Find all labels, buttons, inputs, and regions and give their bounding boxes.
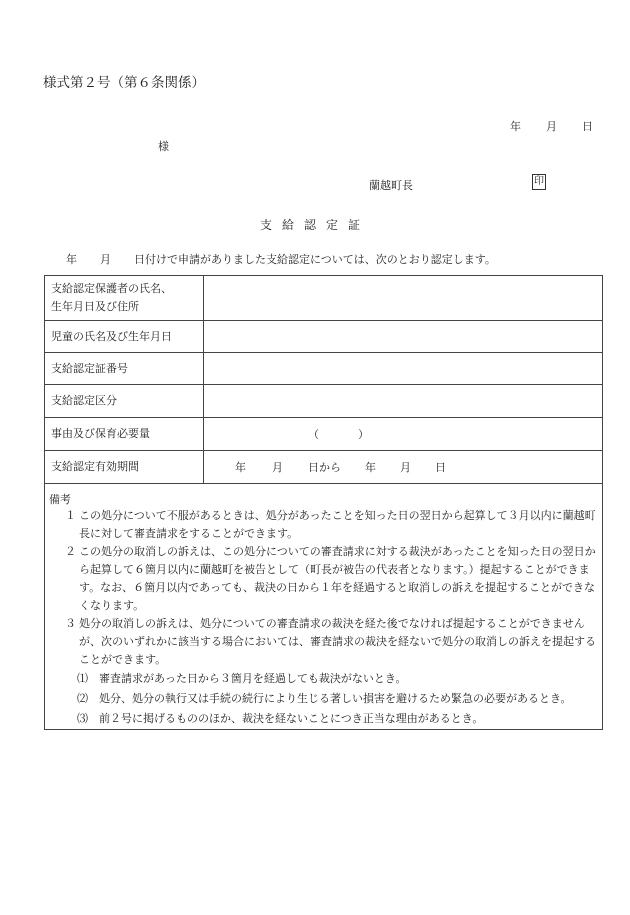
row-label-reason: 事由及び保育必要量: [45, 418, 204, 451]
sub-text: 前２号に掲げるもののほか、裁決を経ないことにつき正当な理由があるとき。: [99, 712, 484, 725]
paren-close: ）: [358, 428, 369, 441]
table-row: [45, 276, 603, 321]
notes-cell: [45, 484, 603, 730]
date-year-label: 年: [510, 120, 521, 133]
row-label-category: 支給認定区分: [45, 385, 204, 418]
seal-mark: 印: [532, 174, 546, 190]
note-text: 処分の取消しの訴えは、処分についての審査請求の裁決を経た後でなければ提起することができませんが、次のいずれかに該当する場合においては、審査請求の裁決を経ないで処分の取消しの訴えを提起することができます。: [79, 617, 596, 666]
note-text: この処分について不服があるときは、処分があったことを知った日の翌日から起算して３月以内に蘭越町長に対して審査請求をすることができます。: [79, 509, 596, 540]
label-line: 支給認定保護者の氏名、: [51, 282, 172, 295]
date-day-label: 日: [582, 120, 593, 133]
date-line: [0, 118, 630, 132]
note-text: この処分の取消しの訴えは、この処分についての審査請求に対する裁決があったことを知った日の翌日から起算して６箇月以内に蘭越町を被告として（町長が被告の代表者となります。）提起することができます。なお、６箇月以内であっても、裁決の日から１年を経過すると取消しの訴えを提起することができなくなります。: [79, 545, 596, 612]
from-month: 月: [272, 461, 283, 474]
sub-item: [49, 669, 598, 689]
sub-number: ⑵: [77, 692, 88, 705]
sub-item: [49, 709, 598, 729]
from-day: 日から: [308, 461, 341, 474]
label-line: 生年月日及び住所: [51, 300, 139, 313]
paren-open: （: [308, 428, 319, 441]
table-row: [45, 484, 603, 730]
form-number: 様式第２号（第６条関係）: [43, 75, 205, 91]
to-day: 日: [435, 461, 446, 474]
row-label-cert-number: 支給認定証番号: [45, 353, 204, 385]
note-item: [49, 507, 598, 543]
value-cell-reason: [204, 418, 603, 451]
intro-sentence: [0, 251, 630, 265]
table-row: [45, 418, 603, 451]
sub-text: 処分、処分の執行又は手続の続行により生じる著しい損害を避けるため緊急の必要があるとき。: [99, 692, 572, 705]
date-month-label: 月: [546, 120, 557, 133]
sub-number: ⑴: [77, 672, 88, 685]
table-row: [45, 451, 603, 484]
note-item: [49, 615, 598, 669]
certificate-table: [44, 275, 603, 730]
notes-heading: 備考: [49, 493, 71, 506]
addressee-suffix: 様: [158, 140, 169, 153]
value-cell-cert-number: [204, 353, 603, 385]
value-cell-validity: [204, 451, 603, 484]
intro-month-label: 月: [100, 253, 111, 266]
to-year: 年: [365, 461, 376, 474]
intro-text: 日付けで申請がありました支給認定については、次のとおり認定します。: [134, 253, 496, 266]
value-cell-guardian: [204, 276, 603, 321]
note-number: ３: [65, 617, 76, 630]
row-label-child: 児童の氏名及び生年月日: [45, 321, 204, 353]
sub-item: [49, 689, 598, 709]
table-row: [45, 353, 603, 385]
row-label-guardian: [45, 276, 204, 321]
intro-year-label: 年: [66, 253, 77, 266]
value-cell-category: [204, 385, 603, 418]
table-row: [45, 385, 603, 418]
row-label-validity: 支給認定有効期間: [45, 451, 204, 484]
to-month: 月: [400, 461, 411, 474]
value-cell-child: [204, 321, 603, 353]
document-title: 支給認定証: [259, 218, 370, 232]
note-item: [49, 543, 598, 615]
from-year: 年: [235, 461, 246, 474]
sub-number: ⑶: [77, 712, 88, 725]
note-number: １: [65, 509, 76, 522]
issuer-name: 蘭越町長: [369, 179, 413, 192]
sub-text: 審査請求があった日から３箇月を経過しても裁決がないとき。: [99, 672, 407, 685]
note-number: ２: [65, 545, 76, 558]
table-row: [45, 321, 603, 353]
